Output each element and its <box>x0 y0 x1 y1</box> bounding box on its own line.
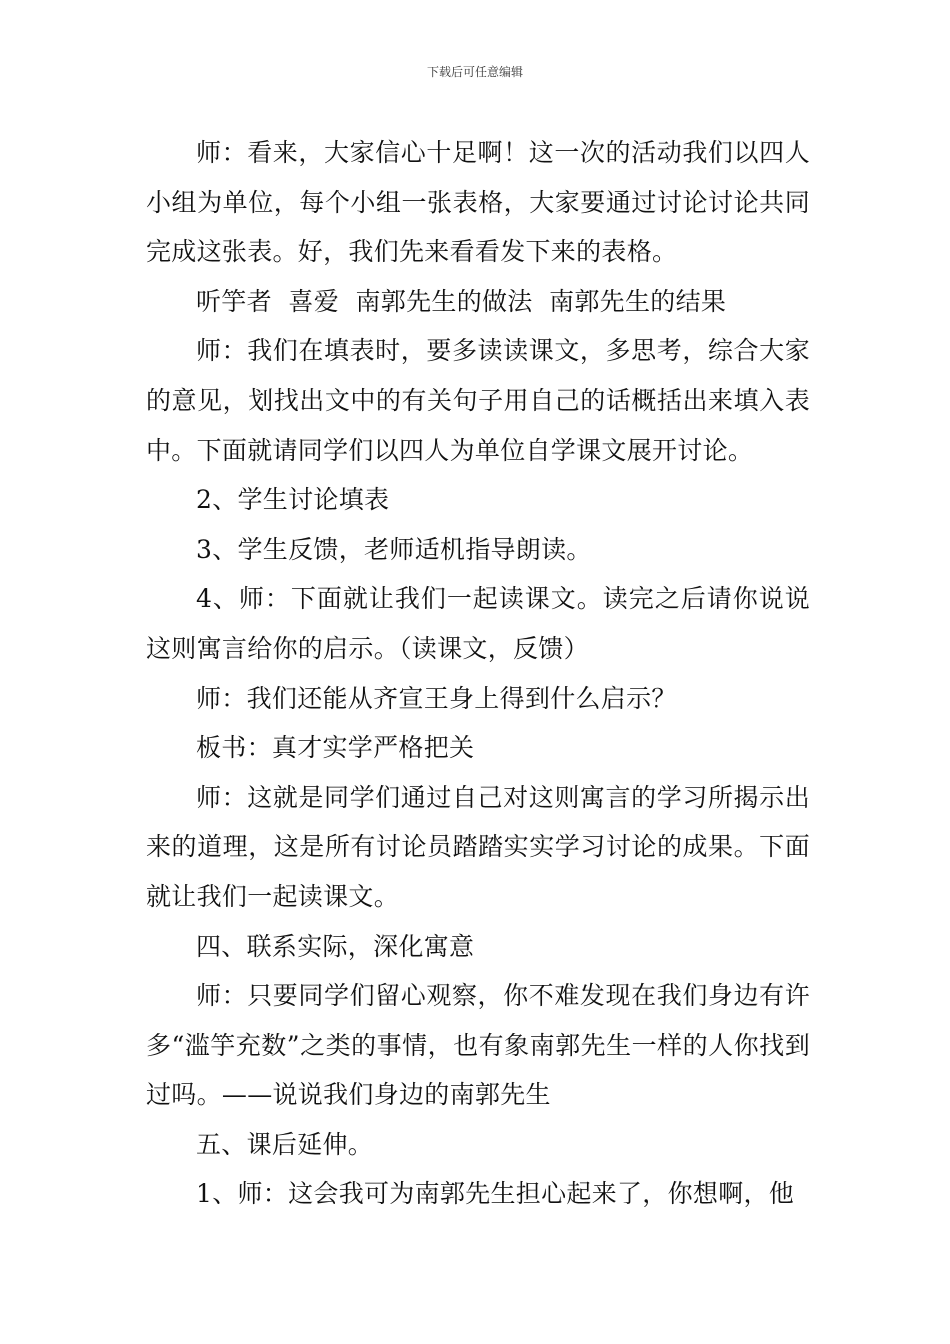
paragraph: 五、课后延伸。 <box>196 1129 374 1159</box>
paragraph: 师：这就是同学们通过自己对这则寓言的学习所揭示出来的道理，这是所有讨论员踏踏实实学习讨论的成果。下面就让我们一起读课文。 <box>146 782 810 911</box>
paragraph: 师：看来，大家信心十足啊！这一次的活动我们以四人小组为单位，每个小组一张表格，大家要通过讨论讨论共同完成这张表。好，我们先来看看发下来的表格。 <box>146 138 810 267</box>
paragraph: 师：我们在填表时，要多读读课文，多思考，综合大家的意见，划找出文中的有关句子用自己的话概括出来填入表中。下面就请同学们以四人为单位自学课文展开讨论。 <box>146 336 810 465</box>
paragraph: 四、联系实际，深化寓意 <box>196 931 475 961</box>
paragraph: 师：只要同学们留心观察，你不难发现在我们身边有许多“滥竽充数”之类的事情，也有象南郭先生一样的人你找到过吗。——说说我们身边的南郭先生 <box>146 981 810 1110</box>
paragraph: 1、师：这会我可为南郭先生担心起来了，你想啊，他 <box>196 1179 795 1209</box>
paragraph: 2、学生讨论填表 <box>196 485 390 515</box>
paragraph: 3、学生反馈，老师适机指导朗读。 <box>196 534 592 564</box>
document-body <box>146 128 810 1219</box>
paragraph: 听竽者 喜爱 南郭先生的做法 南郭先生的结果 <box>196 286 727 316</box>
page-header-note: 下载后可任意编辑 <box>426 65 523 79</box>
paragraph: 板书：真才实学严格把关 <box>196 733 475 763</box>
paragraph: 4、师：下面就让我们一起读课文。读完之后请你说说这则寓言给你的启示。（读课文，反馈） <box>146 584 810 663</box>
paragraph: 师：我们还能从齐宣王身上得到什么启示？ <box>196 683 677 713</box>
